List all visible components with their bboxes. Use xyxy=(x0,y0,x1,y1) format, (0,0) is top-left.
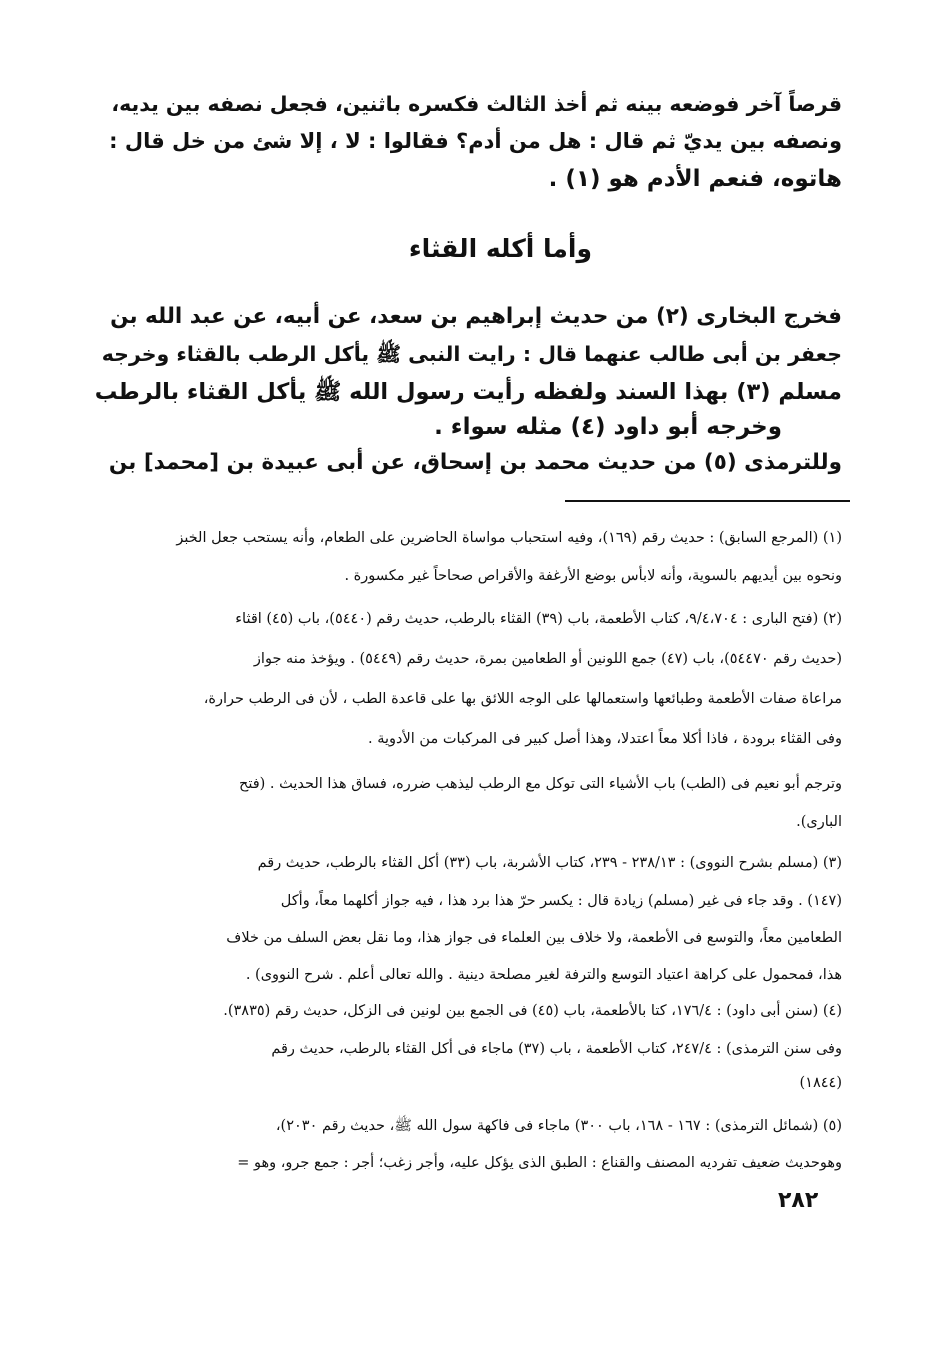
page-number: ٢٨٢ xyxy=(778,1188,819,1213)
footnote-line: وترجم أبو نعيم فى (الطب) باب الأشياء التى توكل مع الرطب ليذهب ضرره، فساق هذا الحديث . (فتح xyxy=(238,776,842,792)
footnote-line: (٣) (مسلم بشرح النووى) : ٢٣٨/١٣ - ٢٣٩، كتاب الأشربة، باب (٣٣) أكل القثاء بالرطب، حديث رقم xyxy=(257,855,842,871)
body-line-3: مسلم (٣) بهذا السند ولفظه رأيت رسول الله ﷺ يأكل القثاء بالرطب xyxy=(94,379,842,405)
footnote-line: البارى). xyxy=(796,814,842,830)
footnote-line: مراعاة صفات الأطعمة وطبائعها واستعمالها على الوجه اللائق بها على قاعدة الطب ، لأن فى الرطب حرارة، xyxy=(203,691,842,707)
footnote-line: (١٤٧) . وقد جاء فى غير (مسلم) زيادة قال : يكسر حرّ هذا برد هذا ، فيه جواز أكلهما معاً، وأكل xyxy=(280,893,842,909)
footnote-line: (٥) (شمائل الترمذى) : ١٦٧ - ١٦٨، باب ٣٠٠) ماجاء فى فاكهة سول الله ﷺ، حديث رقم ٢٠٣٠)، xyxy=(275,1118,842,1134)
section-heading: وأما أكله القثاء xyxy=(408,234,592,263)
footnote-line: ونحوه بين أيديهم بالسوية، وأنه لابأس بوضع الأرغفة والأقراص صحاحاً غير مكسورة . xyxy=(344,568,842,584)
body-line-4: وخرجه أبو داود (٤) مثله سواء . xyxy=(434,414,782,440)
body-line-5: وللترمذى (٥) من حديث محمد بن إسحاق، عن أبى عبيدة بن [محمد] بن xyxy=(108,450,842,475)
body-line-1: فخرج البخارى (٢) من حديث إبراهيم بن سعد، عن أبيه، عن عبد الله بن xyxy=(110,304,842,329)
footnote-line: وفى القثاء برودة ، فاذا أكلا معاً اعتدلا، وهذا أصل كبير فى المركبات من الأدوية . xyxy=(368,731,842,747)
footnote-line: هذا، فمحمول على كراهة اعتياد التوسع والترفة لغير مصلحة دينية . والله تعالى أعلم . شرح النووى) . xyxy=(245,967,842,983)
footnote-line: (١٨٤٤) xyxy=(799,1075,842,1091)
footnote-line: (١) (المرجع السابق) : حديث رقم (١٦٩)، وفيه استحباب مواساة الحاضرين على الطعام، وأنه يستحب جعل الخبز xyxy=(176,530,842,546)
main-line-1: قرصاً آخر فوضعه بينه ثم أخذ الثالث فكسره باثنين، فجعل نصفه بين يديه، xyxy=(111,92,842,116)
footnote-line: الطعامين معاً، والتوسع فى الأطعمة، ولا خلاف بين العلماء فى جواز هذا، وما نقل بعض السلف من خلاف xyxy=(226,930,842,946)
main-line-2: ونصفه بين يديّ ثم قال : هل من أدم؟ فقالوا : لا ، إلا شئ من خل قال : xyxy=(109,129,842,153)
footnote-line: وهوحديث ضعيف تفرديه المصنف والقناع : الطبق الذى يؤكل عليه، وأجر زغب؛ أجر : جمع جرو، وهو = xyxy=(237,1155,842,1171)
body-line-2: جعفر بن أبى طالب عنهما قال : رايت النبى ﷺ يأكل الرطب بالقثاء وخرجه xyxy=(101,342,842,366)
footnote-line: (٢) (فتح البارى : ٩/٤،٧٠٤، كتاب الأطعمة، باب (٣٩) القثاء بالرطب، حديث رقم (٥٤٤٠)، باب (٤٥) اقثاء xyxy=(235,611,842,627)
main-line-3: هاتوه، فنعم الأدم هو (١) . xyxy=(548,166,842,192)
footnote-separator xyxy=(565,500,850,502)
footnote-line: (حديث رقم ٥٤٤٧٠)، باب (٤٧) جمع اللونين أو الطعامين بمرة، حديث رقم (٥٤٤٩) . ويؤخذ منه جواز xyxy=(253,651,842,667)
footnote-line: (٤) (سنن أبى داود) : ١٧٦/٤، كتا بالأطعمة، باب (٤٥) فى الجمع بين لونين فى الزكل، حديث رقم (٣٨٣٥). xyxy=(223,1003,842,1019)
footnote-line: وفى سنن الترمذى) : ٢٤٧/٤، كتاب الأطعمة ، باب (٣٧) ماجاء فى أكل القثاء بالرطب، حديث رقم xyxy=(271,1041,842,1057)
